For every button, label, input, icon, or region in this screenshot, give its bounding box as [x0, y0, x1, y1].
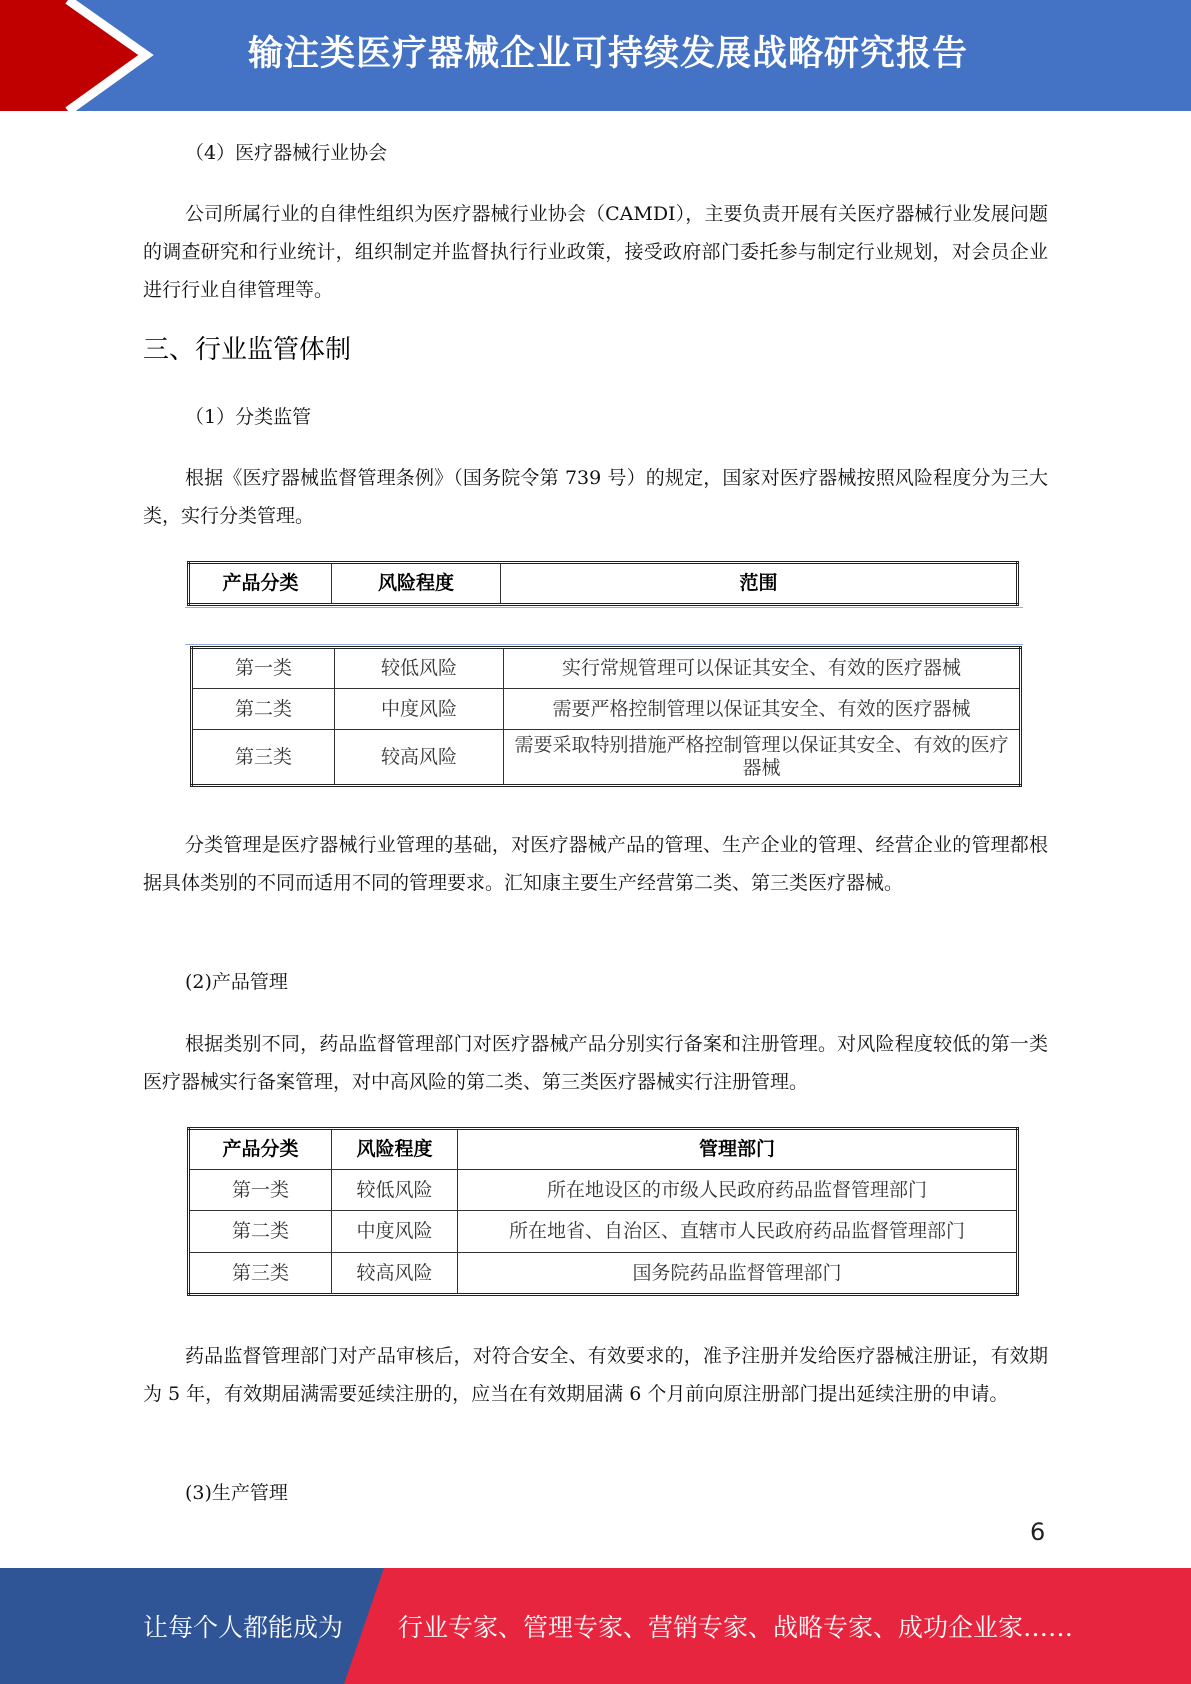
table2-cell: 所在地省、自治区、直辖市人民政府药品监督管理部门: [458, 1211, 1018, 1253]
table-row: [189, 1129, 1018, 1170]
subheading-3: (3)生产管理: [185, 1482, 288, 1504]
table2-cell: 较高风险: [332, 1253, 458, 1295]
table1-cell: 较高风险: [335, 730, 504, 786]
table1-cell: 需要采取特别措施严格控制管理以保证其安全、有效的医疗器械: [504, 730, 1021, 786]
table2-cell: 国务院药品监督管理部门: [458, 1253, 1018, 1295]
page-header: [0, 0, 1191, 111]
paragraph-camdi: 公司所属行业的自律性组织为医疗器械行业协会（CAMDI），主要负责开展有关医疗器械行业发展问题的调查研究和行业统计，组织制定并监督执行行业政策，接受政府部门委托参与制定行业规划，对会员企业进行行业自律管理等。: [143, 203, 1048, 301]
paragraph-registration: 药品监督管理部门对产品审核后，对符合安全、有效要求的，准予注册并发给医疗器械注册证，有效期为 5 年，有效期届满需要延续注册的，应当在有效期届满 6 个月前向原注册部门提出延续注册的申请。: [143, 1345, 1048, 1405]
paragraph-classification: 分类管理是医疗器械行业管理的基础，对医疗器械产品的管理、生产企业的管理、经营企业的管理都根据具体类别的不同而适用不同的管理要求。汇知康主要生产经营第二类、第三类医疗器械。: [143, 834, 1048, 894]
paragraph-product-management: 根据类别不同，药品监督管理部门对医疗器械产品分别实行备案和注册管理。对风险程度较低的第一类医疗器械实行备案管理，对中高风险的第二类、第三类医疗器械实行注册管理。: [143, 1033, 1048, 1093]
table-row: [189, 1253, 1018, 1295]
table1-cell: 第三类: [192, 730, 335, 786]
footer-slogan-left: 让每个人都能成为: [143, 1613, 344, 1642]
table1-header-scope: 范围: [501, 563, 1018, 605]
management-department-table: [187, 1127, 1019, 1296]
section-heading: 三、行业监管体制: [143, 335, 352, 365]
classification-table-header: [187, 561, 1019, 606]
table1-cell: 第一类: [192, 648, 335, 689]
paragraph-regulation: 根据《医疗器械监督管理条例》（国务院令第 739 号）的规定，国家对医疗器械按照风险程度分为三大类，实行分类管理。: [143, 467, 1048, 527]
table2-header-department: 管理部门: [458, 1129, 1018, 1170]
table-row: [189, 1211, 1018, 1253]
table2-cell: 第二类: [189, 1211, 332, 1253]
subheading-2: (2)产品管理: [185, 971, 288, 993]
table-row: [192, 648, 1021, 689]
table1-header-risk: 风险程度: [332, 563, 501, 605]
header-title: 输注类医疗器械企业可持续发展战略研究报告: [247, 34, 968, 74]
table2-cell: 较低风险: [332, 1170, 458, 1211]
table1-cell: 第二类: [192, 689, 335, 730]
page-footer: [0, 1568, 1191, 1684]
table2-header-risk: 风险程度: [332, 1129, 458, 1170]
subheading-1: （1）分类监管: [185, 406, 312, 428]
table1-header-category: 产品分类: [189, 563, 332, 605]
table2-cell: 所在地设区的市级人民政府药品监督管理部门: [458, 1170, 1018, 1211]
table1-cell: 中度风险: [335, 689, 504, 730]
classification-table: [190, 646, 1022, 787]
table2-cell: 中度风险: [332, 1211, 458, 1253]
table2-cell: 第一类: [189, 1170, 332, 1211]
table-row: [192, 730, 1021, 786]
table-divider-line: [185, 607, 1023, 608]
table1-cell: 实行常规管理可以保证其安全、有效的医疗器械: [504, 648, 1021, 689]
table1-cell: 需要严格控制管理以保证其安全、有效的医疗器械: [504, 689, 1021, 730]
table-row: [192, 689, 1021, 730]
table-row: [189, 1170, 1018, 1211]
footer-slogan-right: 行业专家、管理专家、营销专家、战略专家、成功企业家……: [398, 1613, 1074, 1642]
table2-header-category: 产品分类: [189, 1129, 332, 1170]
page-number: 6: [1030, 1518, 1046, 1546]
table-divider-line: [185, 644, 1023, 645]
table2-cell: 第三类: [189, 1253, 332, 1295]
subheading-4: （4）医疗器械行业协会: [185, 142, 388, 164]
table1-cell: 较低风险: [335, 648, 504, 689]
